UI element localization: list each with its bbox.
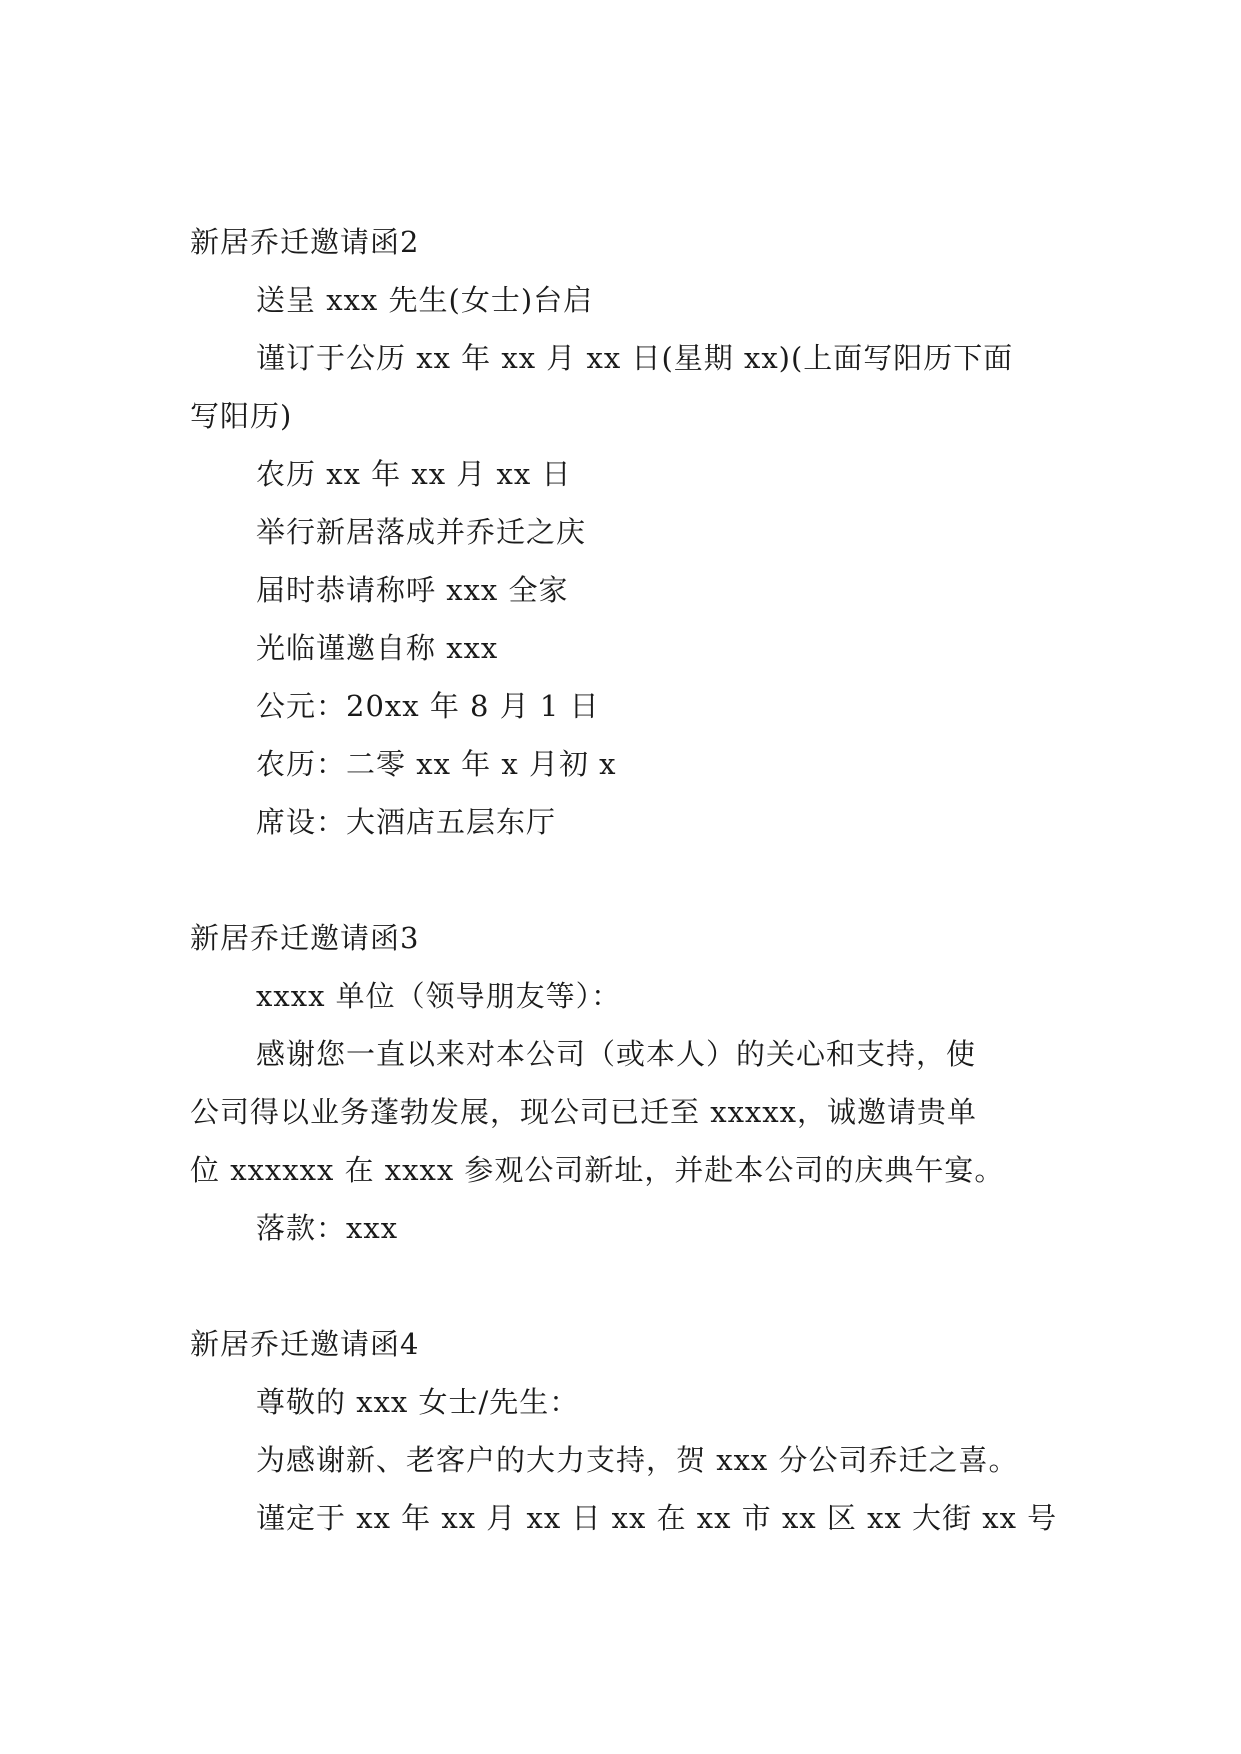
paragraph-line: 届时恭请称呼 xxx 全家 — [256, 573, 569, 607]
paragraph-line: 公司得以业务蓬勃发展，现公司已迁至 xxxxx，诚邀请贵单 — [190, 1095, 977, 1129]
paragraph-line: 送呈 xxx 先生(女士)台启 — [256, 283, 594, 317]
paragraph-line: xxxx 单位（领导朋友等）： — [256, 979, 622, 1013]
paragraph-line: 公元：20xx 年 8 月 1 日 — [256, 689, 600, 723]
paragraph-line: 位 xxxxxx 在 xxxx 参观公司新址，并赴本公司的庆典午宴。 — [190, 1153, 1005, 1187]
section-title: 新居乔迁邀请函3 — [190, 921, 420, 955]
paragraph-line: 农历 xx 年 xx 月 xx 日 — [256, 457, 572, 491]
section-title: 新居乔迁邀请函4 — [190, 1327, 420, 1361]
paragraph-line: 谨定于 xx 年 xx 月 xx 日 xx 在 xx 市 xx 区 xx 大街 xx 号 — [256, 1501, 1058, 1535]
paragraph-line: 为感谢新、老客户的大力支持，贺 xxx 分公司乔迁之喜。 — [256, 1443, 1019, 1477]
paragraph-line: 尊敬的 xxx 女士/先生： — [256, 1385, 580, 1419]
paragraph-line: 席设：大酒店五层东厅 — [256, 805, 557, 839]
paragraph-line: 写阳历) — [190, 399, 293, 433]
paragraph-line: 谨订于公历 xx 年 xx 月 xx 日(星期 xx)(上面写阳历下面 — [256, 341, 1014, 375]
paragraph-line: 感谢您一直以来对本公司（或本人）的关心和支持，使 — [256, 1037, 977, 1071]
paragraph-line: 光临谨邀自称 xxx — [256, 631, 499, 665]
paragraph-line: 举行新居落成并乔迁之庆 — [256, 515, 587, 549]
paragraph-line: 农历：二零 xx 年 x 月初 x — [256, 747, 617, 781]
section-title: 新居乔迁邀请函2 — [190, 225, 420, 259]
paragraph-line: 落款：xxx — [256, 1211, 399, 1245]
